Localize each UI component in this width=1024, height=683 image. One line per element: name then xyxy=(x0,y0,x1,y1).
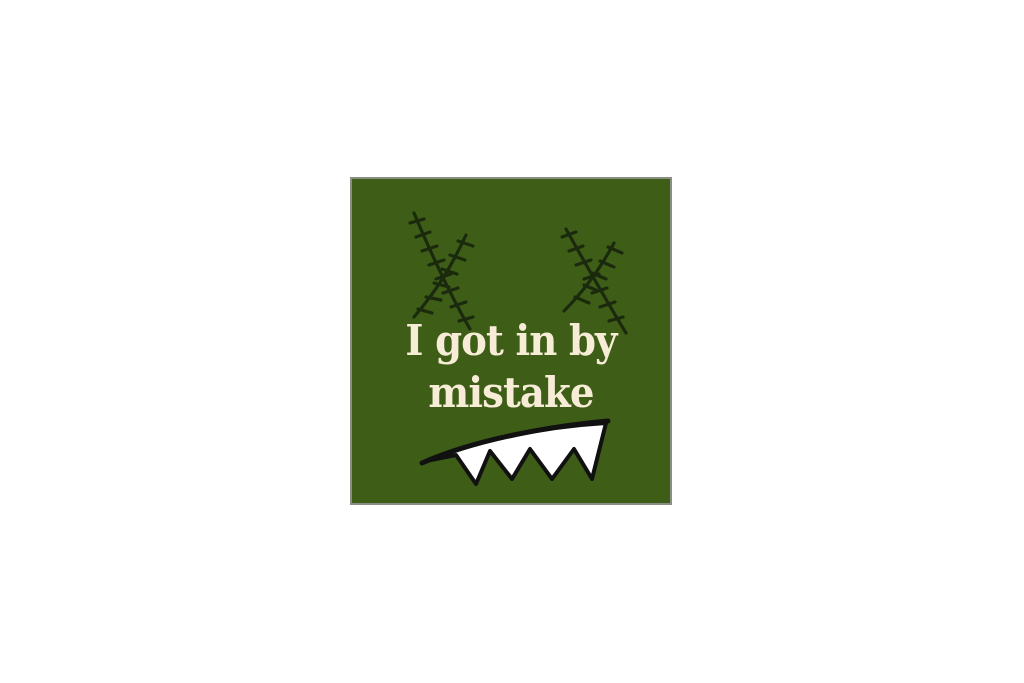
jagged-teeth-mouth-icon xyxy=(422,421,608,484)
caption-line-1: I got in by xyxy=(405,316,617,365)
card-caption xyxy=(387,315,635,419)
left-eye-stitch-icon xyxy=(410,213,473,329)
stitched-face-card xyxy=(350,177,672,505)
caption-line-2: mistake xyxy=(428,368,594,417)
